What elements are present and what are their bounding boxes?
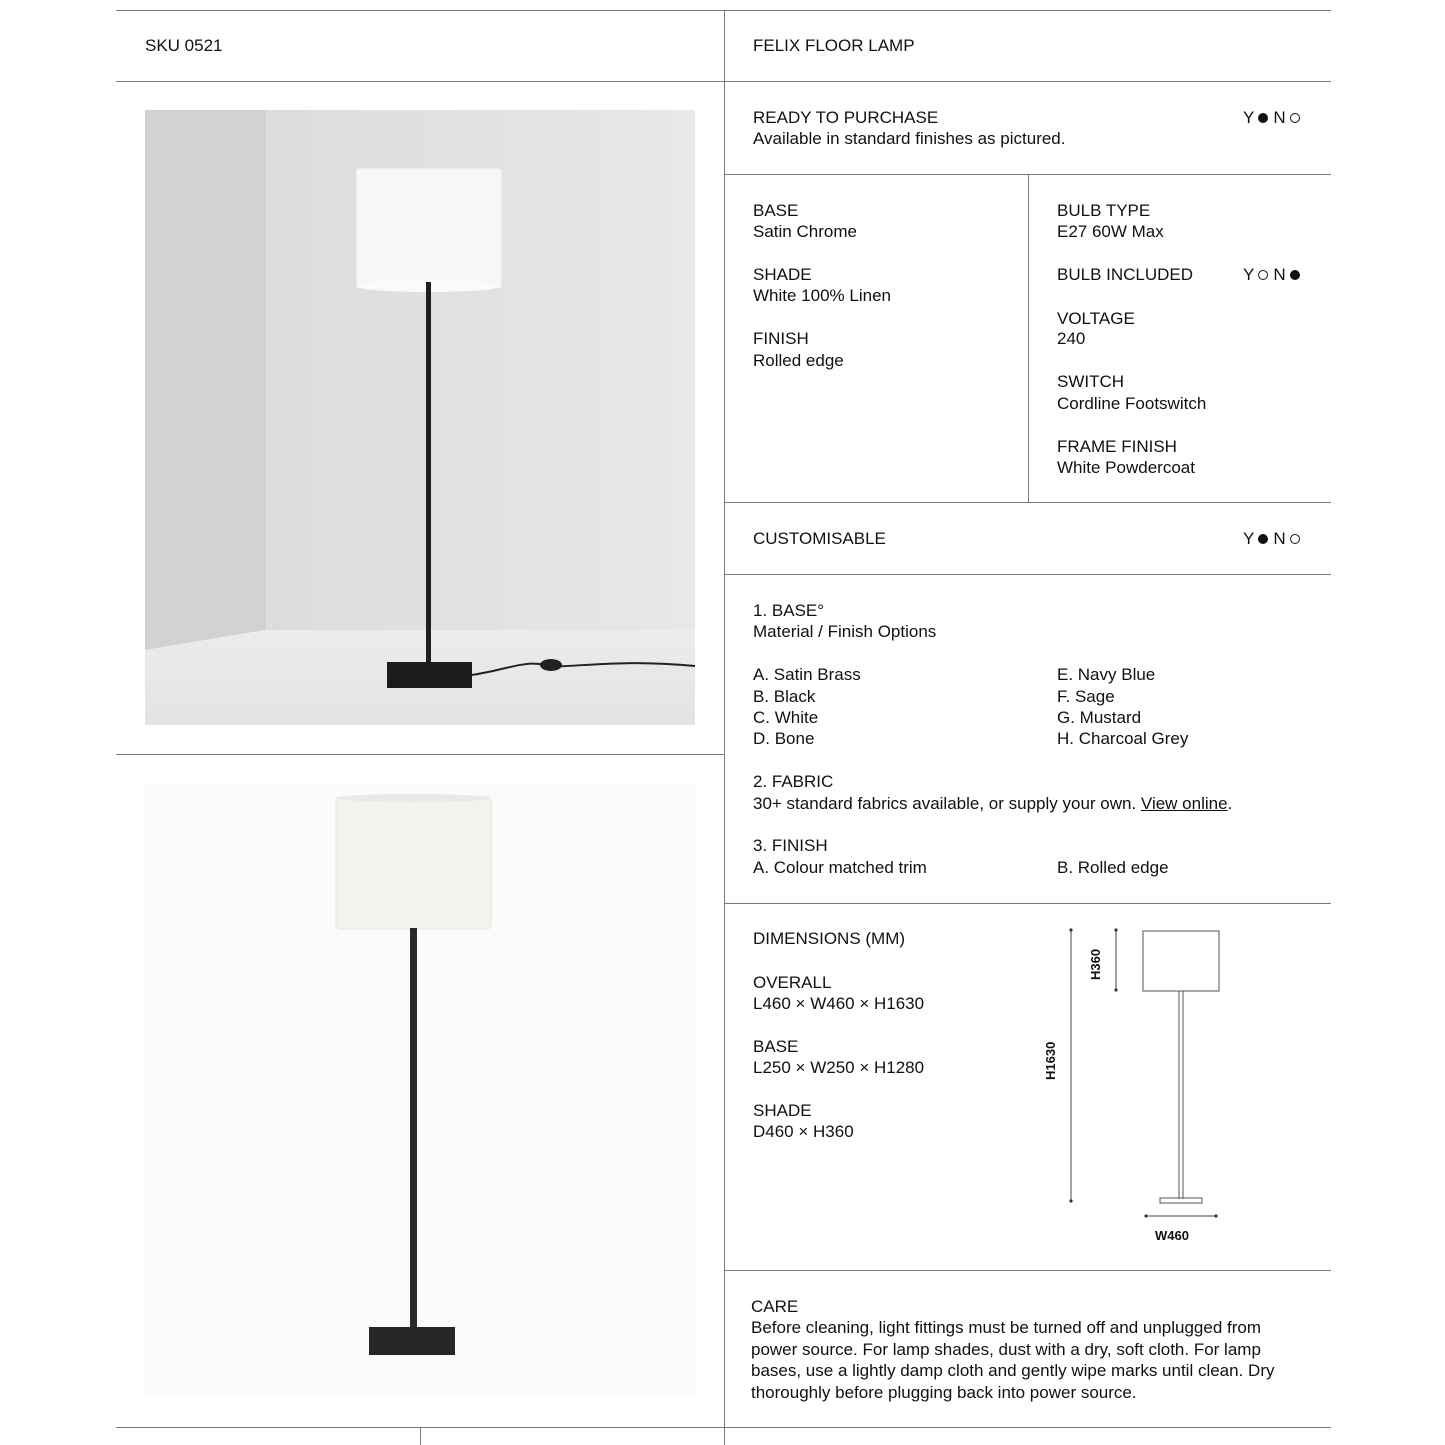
no-dot-empty xyxy=(1290,534,1300,544)
base-spec-value: Satin Chrome xyxy=(753,222,857,241)
no-dot-empty xyxy=(1290,113,1300,123)
finish-option-a: A. Colour matched trim xyxy=(753,858,927,877)
base-outline xyxy=(1160,1198,1202,1203)
fabric-text: 30+ standard fabrics available, or supply your own. xyxy=(753,794,1141,813)
base-option-g: G. Mustard xyxy=(1057,708,1142,727)
ready-yn-indicator xyxy=(1243,107,1303,129)
ready-text: Available in standard finishes as pictured. xyxy=(753,129,1066,148)
finish-option-b: B. Rolled edge xyxy=(1057,858,1169,877)
base-option-subtitle: Material / Finish Options xyxy=(753,622,937,641)
care-text: Before cleaning, light fittings must be turned off and unplugged from power source. For lamp shades, dust with a dry, soft cloth. For lamp bases, use a lightly damp cloth and gently wipe marks until clean. Dry thoroughly before plugging back into power source. xyxy=(751,1318,1275,1402)
bulb-included-label: BULB INCLUDED xyxy=(1057,265,1194,284)
voltage-value: 240 xyxy=(1057,329,1086,348)
ready-label: READY TO PURCHASE xyxy=(753,108,939,127)
sku-label: SKU 0521 xyxy=(145,36,223,55)
fabric-option-title: 2. FABRIC xyxy=(753,772,834,791)
yes-dot-filled xyxy=(1258,113,1268,123)
voltage-label: VOLTAGE xyxy=(1057,309,1135,328)
bottom-tick xyxy=(420,1427,421,1445)
yes-label: Y xyxy=(1243,529,1255,548)
no-label: N xyxy=(1273,265,1286,284)
frame-finish-value: White Powdercoat xyxy=(1057,458,1195,477)
base-dim-value: L250 × W250 × H1280 xyxy=(753,1058,925,1077)
fabric-option-text xyxy=(753,793,1232,815)
bottom-rule xyxy=(116,1427,1331,1428)
base-option-c: C. White xyxy=(753,708,819,727)
shade-spec-label: SHADE xyxy=(753,265,812,284)
w460-label: W460 xyxy=(1155,1228,1189,1243)
bulb-included-yn-indicator xyxy=(1243,264,1303,286)
custom-rule xyxy=(724,574,1331,575)
overall-value: L460 × W460 × H1630 xyxy=(753,994,925,1013)
no-label: N xyxy=(1273,529,1286,548)
shade-dim-value: D460 × H360 xyxy=(753,1122,854,1141)
base-option-title: 1. BASE° xyxy=(753,601,825,620)
view-online-link[interactable]: View online xyxy=(1140,794,1228,813)
center-divider xyxy=(724,10,725,1445)
finish-option-title: 3. FINISH xyxy=(753,836,828,855)
specs-divider xyxy=(1028,174,1029,503)
yes-dot-filled xyxy=(1258,534,1268,544)
switch-value: Cordline Footswitch xyxy=(1057,394,1207,413)
options-rule xyxy=(724,903,1331,904)
base-option-d: D. Bone xyxy=(753,729,815,748)
base-spec-label: BASE xyxy=(753,201,799,220)
photo-divider xyxy=(116,754,724,755)
customisable-label: CUSTOMISABLE xyxy=(753,529,886,548)
product-name: FELIX FLOOR LAMP xyxy=(753,36,915,55)
bulb-type-value: E27 60W Max xyxy=(1057,222,1164,241)
switch-label: SWITCH xyxy=(1057,372,1125,391)
shade-dim-label: SHADE xyxy=(753,1101,812,1120)
frame-finish-label: FRAME FINISH xyxy=(1057,437,1177,456)
dimension-diagram xyxy=(1040,920,1240,1220)
care-title: CARE xyxy=(751,1297,799,1316)
shade-outline xyxy=(1143,931,1219,991)
dimensions-title: DIMENSIONS (MM) xyxy=(753,929,906,948)
shade-spec-value: White 100% Linen xyxy=(753,286,891,305)
lamp-product-photo xyxy=(145,783,695,1398)
overall-label: OVERALL xyxy=(753,973,832,992)
no-dot-filled xyxy=(1290,270,1300,280)
yes-label: Y xyxy=(1243,265,1255,284)
dims-rule xyxy=(724,1270,1331,1271)
h1630-label: H1630 xyxy=(1043,1041,1058,1080)
base-option-b: B. Black xyxy=(753,687,816,706)
h360-label: H360 xyxy=(1088,948,1103,980)
customisable-yn-indicator xyxy=(1243,528,1303,550)
base-option-f: F. Sage xyxy=(1057,687,1115,706)
fabric-end: . xyxy=(1227,794,1233,813)
base-option-h: H. Charcoal Grey xyxy=(1057,729,1189,748)
finish-spec-label: FINISH xyxy=(753,329,809,348)
yes-dot-empty xyxy=(1258,270,1268,280)
base-option-a: A. Satin Brass xyxy=(753,665,861,684)
base-dim-label: BASE xyxy=(753,1037,799,1056)
finish-spec-value: Rolled edge xyxy=(753,351,844,370)
no-label: N xyxy=(1273,108,1286,127)
yes-label: Y xyxy=(1243,108,1255,127)
lamp-room-photo xyxy=(145,110,695,725)
base-option-e: E. Navy Blue xyxy=(1057,665,1156,684)
bulb-type-label: BULB TYPE xyxy=(1057,201,1151,220)
specs-rule xyxy=(724,502,1331,503)
